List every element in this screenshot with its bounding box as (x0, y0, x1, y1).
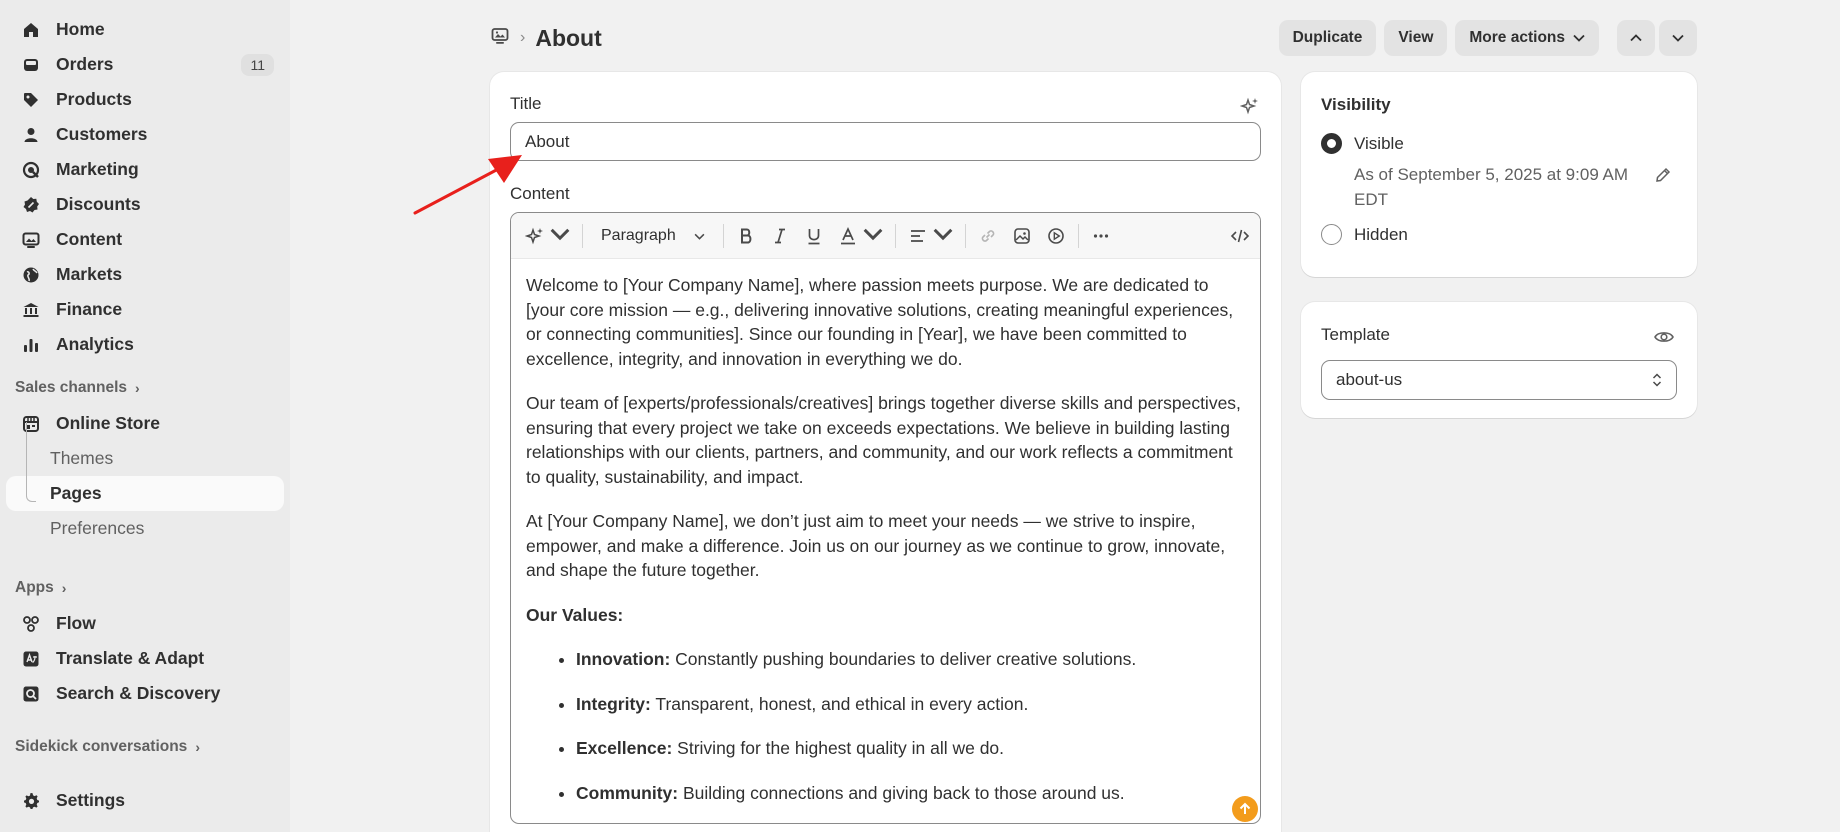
sidebar-item-label: Markets (56, 264, 123, 284)
breadcrumb-separator: › (520, 29, 526, 46)
list-item: • Excellence: Striving for the highest quality in all we do. (576, 736, 1246, 761)
sidebar-item-products[interactable] (6, 82, 284, 117)
link-button[interactable] (978, 226, 998, 246)
content-paragraph: Welcome to [Your Company Name], where passion meets purpose. We are dedicated to [your core mission — e.g., delivering innovative solutions, creating meaningful experiences, or connecting communities]. Since our founding in [Year], we have been committed to excellence, integrity, and innovation in everything we do. (526, 275, 1234, 369)
store-icon (20, 413, 42, 435)
toolbar-divider (723, 224, 724, 248)
list-item: • Integrity: Transparent, honest, and ethical in every action. (576, 692, 1246, 717)
apps-header[interactable]: Apps › (15, 579, 67, 596)
select-arrows-icon (1652, 372, 1662, 388)
sidebar-item-label: Translate & Adapt (56, 648, 205, 668)
template-select-value: about-us (1336, 370, 1403, 389)
image-icon (1012, 226, 1032, 246)
html-code-button[interactable] (1230, 226, 1250, 246)
title-input[interactable] (510, 122, 1261, 161)
text-color-button[interactable] (838, 224, 883, 247)
toolbar-divider (1078, 224, 1079, 248)
template-title: Template (1321, 325, 1390, 344)
editor-content[interactable] (511, 259, 1260, 805)
visibility-title: Visibility (1321, 95, 1391, 114)
rich-text-editor[interactable] (510, 212, 1261, 824)
title-input-value: About (525, 131, 570, 151)
view-button[interactable]: View (1384, 20, 1447, 56)
title-label: Title (510, 94, 542, 113)
template-card (1301, 302, 1697, 418)
page-editor-card (490, 72, 1281, 832)
page-header (490, 18, 1697, 58)
paragraph-format-select[interactable]: Paragraph (595, 227, 711, 245)
home-icon (20, 19, 42, 41)
chevron-right-icon: › (61, 580, 67, 596)
more-formatting-button[interactable] (1091, 226, 1111, 246)
sidebar-item-flow[interactable] (6, 606, 284, 641)
more-horizontal-icon (1091, 226, 1111, 246)
eye-icon[interactable] (1653, 326, 1675, 348)
italic-icon (770, 226, 790, 246)
page-title: About (535, 24, 602, 51)
italic-button[interactable] (770, 226, 790, 246)
align-left-icon (908, 226, 928, 246)
duplicate-button[interactable]: Duplicate (1279, 20, 1377, 56)
hidden-label[interactable]: Hidden (1354, 225, 1408, 244)
link-icon (978, 226, 998, 246)
template-select[interactable] (1321, 360, 1677, 400)
sidebar-item-label: Flow (56, 613, 96, 633)
sidebar-item-online-store[interactable] (6, 406, 284, 441)
bank-icon (20, 299, 42, 321)
sidebar-item-label: Marketing (56, 159, 139, 179)
values-heading: Our Values: (526, 604, 624, 625)
inbox-icon (20, 54, 42, 76)
align-button[interactable] (908, 224, 953, 247)
pencil-icon[interactable] (1653, 165, 1673, 185)
code-icon (1230, 226, 1250, 246)
chevron-right-icon: › (135, 380, 140, 396)
discount-icon (20, 194, 42, 216)
content-label: Content (510, 184, 570, 203)
hidden-radio[interactable] (1321, 224, 1342, 245)
previous-page-button[interactable] (1617, 20, 1655, 56)
visibility-card (1301, 72, 1697, 277)
ai-generate-button[interactable] (525, 224, 570, 247)
sidebar-item-label: Content (56, 229, 123, 249)
tag-icon (20, 89, 42, 111)
globe-icon (20, 264, 42, 286)
sidebar-item-analytics[interactable] (6, 327, 284, 362)
underline-button[interactable] (804, 226, 824, 246)
scroll-up-button[interactable] (1232, 796, 1258, 822)
sparkle-icon (525, 226, 545, 246)
sidebar-item-label: Online Store (56, 413, 161, 433)
sidebar-item-content[interactable] (6, 222, 284, 257)
play-icon (1046, 226, 1066, 246)
sparkle-icon[interactable] (1240, 96, 1260, 116)
sidebar-item-finance[interactable] (6, 292, 284, 327)
search-discovery-icon (20, 683, 42, 705)
sidebar-item-label: Products (56, 89, 132, 109)
bold-button[interactable] (736, 226, 756, 246)
tree-hook (26, 494, 36, 502)
next-page-button[interactable] (1659, 20, 1697, 56)
insert-image-button[interactable] (1012, 226, 1032, 246)
gear-icon (20, 790, 42, 812)
toolbar-divider (582, 224, 583, 248)
sidebar-item-markets[interactable] (6, 257, 284, 292)
sidebar-item-search-discovery[interactable] (6, 676, 284, 711)
sidebar-item-label: Search & Discovery (56, 683, 221, 703)
chevron-down-icon (933, 224, 953, 247)
sales-channels-header[interactable]: Sales channels › (15, 379, 140, 396)
sidebar-item-label: Analytics (56, 334, 134, 354)
insert-video-button[interactable] (1046, 226, 1066, 246)
sidebar-item-marketing[interactable] (6, 152, 284, 187)
sidebar-item-orders[interactable] (6, 47, 284, 82)
chevron-up-icon (1630, 29, 1642, 47)
sidebar-item-label: Orders (56, 54, 114, 74)
sidebar-item-pages[interactable]: Pages (6, 476, 284, 511)
text-color-icon (838, 226, 858, 246)
content-icon (20, 229, 42, 251)
sidebar-item-home[interactable] (6, 12, 284, 47)
editor-toolbar (511, 213, 1260, 259)
sidebar-item-discounts[interactable] (6, 187, 284, 222)
header-actions (1271, 20, 1697, 56)
content-paragraph: At [Your Company Name], we don’t just aim to meet your needs — we strive to inspire, empower, and make a difference. Join us on our journey as we continue to grow, innovate, and shape the future together. (526, 511, 1226, 580)
arrow-up-icon (1238, 802, 1252, 816)
more-actions-button[interactable]: More actions (1455, 20, 1599, 56)
chevron-right-icon: › (195, 739, 200, 755)
sidebar-item-label: Customers (56, 124, 148, 144)
sidebar-item-label: Settings (56, 790, 126, 810)
values-list (526, 647, 1246, 805)
annotation-arrow-icon (410, 145, 530, 220)
translate-icon (20, 648, 42, 670)
sidebar-item-label: Home (56, 19, 105, 39)
toolbar-divider (965, 224, 966, 248)
visible-radio[interactable] (1321, 133, 1342, 154)
visible-label[interactable]: Visible (1354, 134, 1404, 153)
bar-chart-icon (20, 334, 42, 356)
visibility-date: As of September 5, 2025 at 9:09 AM EDT (1354, 165, 1629, 209)
sidebar-item-settings[interactable] (6, 783, 284, 818)
content-paragraph: Our team of [experts/professionals/creatives] brings together diverse skills and perspectives, ensuring that every project we take on exceeds expectations. We believe in building lasting relationships with our clients, partners, and community, and our work reflects a commitment to quality, sustainability, and impact. (526, 393, 1241, 487)
chevron-down-icon (1672, 29, 1684, 47)
content-page-icon[interactable] (490, 26, 510, 51)
underline-icon (804, 226, 824, 246)
sidebar-item-label: Finance (56, 299, 123, 319)
sidebar-item-preferences[interactable]: Preferences (50, 518, 145, 538)
flow-icon (20, 613, 42, 635)
chevron-down-icon (1573, 29, 1585, 47)
person-icon (20, 124, 42, 146)
target-icon (20, 159, 42, 181)
bold-icon (736, 226, 756, 246)
sidebar (0, 0, 290, 832)
sidebar-item-translate-adapt[interactable] (6, 641, 284, 676)
list-item: • Innovation: Constantly pushing boundaries to deliver creative solutions. (576, 647, 1246, 672)
sidebar-item-customers[interactable] (6, 117, 284, 152)
chevron-down-icon (694, 227, 705, 245)
orders-count-badge: 11 (241, 54, 274, 76)
sidebar-item-label: Discounts (56, 194, 141, 214)
sidekick-conversations-header[interactable]: Sidekick conversations › (15, 738, 200, 755)
toolbar-divider (895, 224, 896, 248)
chevron-down-icon (863, 224, 883, 247)
tree-line (26, 422, 27, 494)
chevron-down-icon (550, 224, 570, 247)
sidebar-item-themes[interactable]: Themes (50, 448, 114, 468)
list-item: • Community: Building connections and giving back to those around us. (576, 781, 1246, 806)
